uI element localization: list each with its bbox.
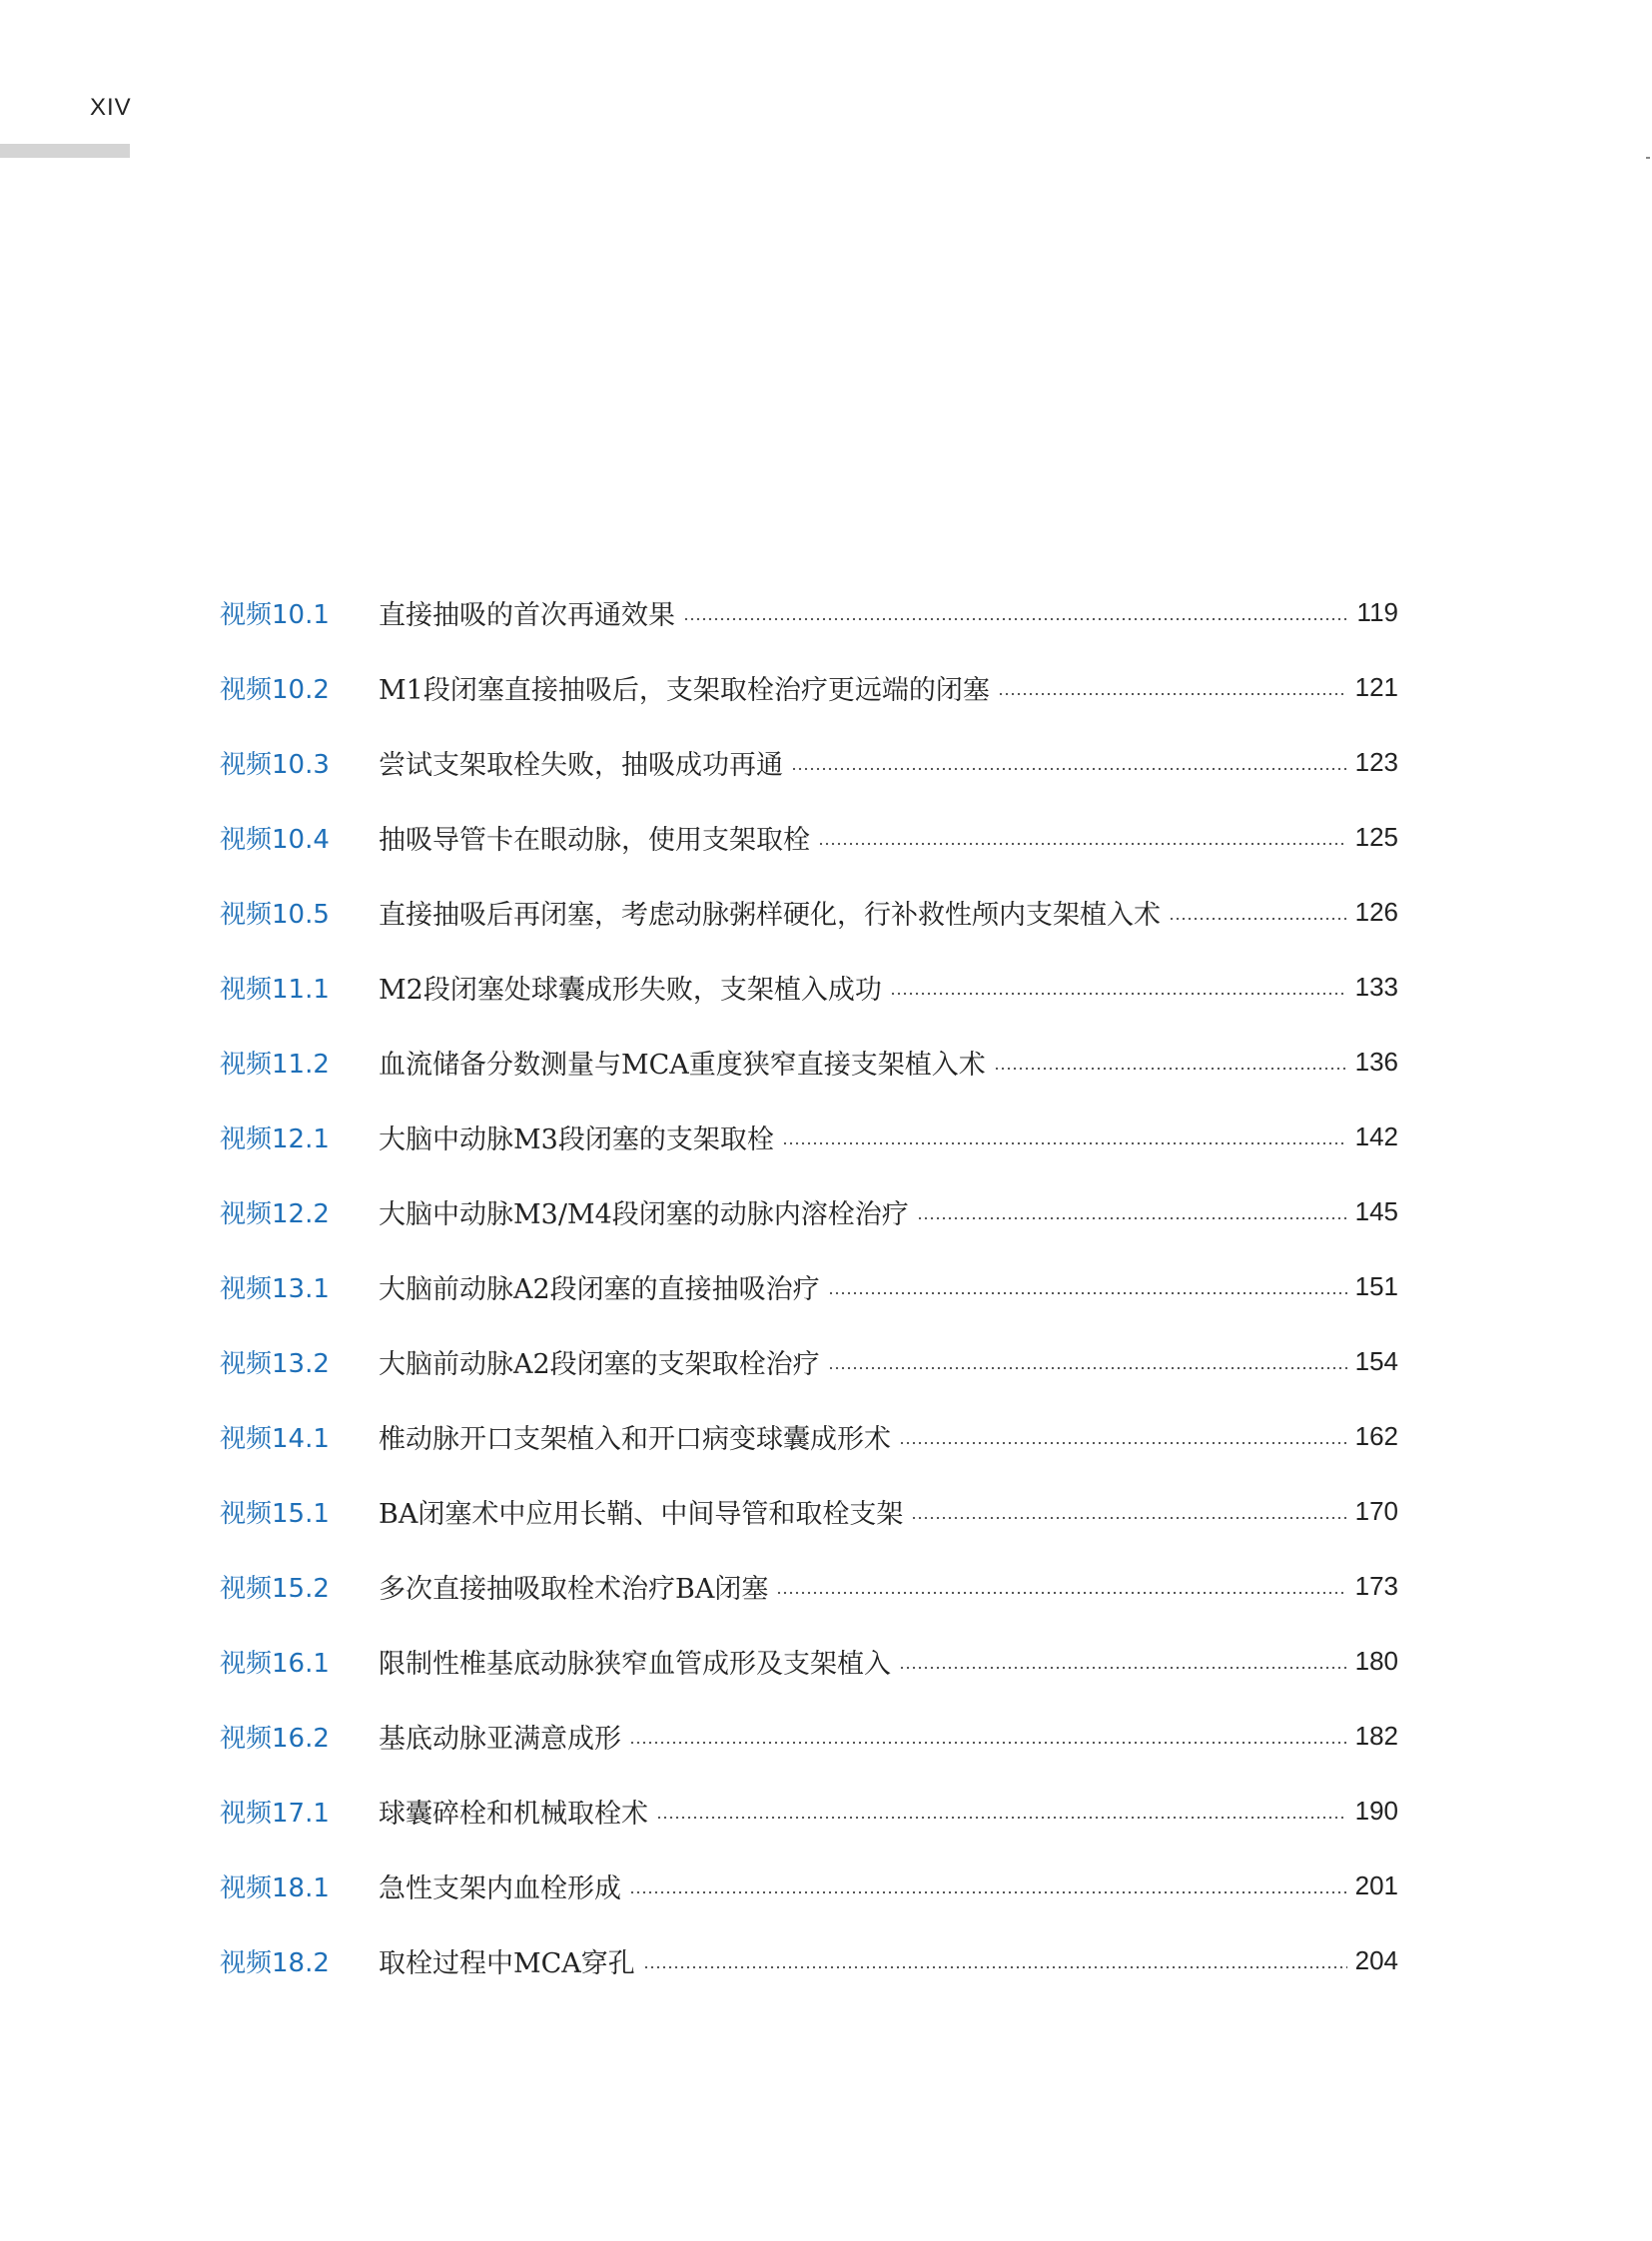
leader-dots [629, 1887, 1347, 1897]
page-number: XIV [90, 94, 132, 121]
toc-entry-page: 125 [1354, 822, 1398, 852]
leader-dots [828, 1288, 1347, 1298]
toc-entry-page: 173 [1354, 1571, 1398, 1601]
toc-entry-video-18-2[interactable] [220, 1923, 1398, 1998]
toc-entry-title: BA闭塞术中应用长鞘、中间导管和取栓支架 [379, 1499, 904, 1530]
toc-entry-page: 180 [1354, 1646, 1398, 1676]
toc-entry-page: 182 [1354, 1721, 1398, 1751]
leader-dots [776, 1588, 1346, 1598]
toc-entry-video-13-1[interactable] [220, 1249, 1398, 1324]
leader-dots [656, 1813, 1347, 1823]
toc-entry-label: 视频10.3 [220, 750, 330, 780]
header-bar [0, 144, 130, 158]
toc-entry-page: 145 [1354, 1196, 1398, 1226]
toc-entry-video-10-1[interactable] [220, 575, 1398, 650]
toc-entry-video-10-5[interactable] [220, 875, 1398, 950]
toc-entry-page: 133 [1354, 972, 1398, 1002]
toc-entry-title: 球囊碎栓和机械取栓术 [379, 1799, 648, 1830]
toc-entry-label: 视频11.2 [220, 1050, 330, 1080]
leader-dots [791, 764, 1347, 774]
toc-entry-page: 123 [1354, 747, 1398, 777]
corner-mark [1646, 157, 1650, 159]
toc-entry-label: 视频14.1 [220, 1424, 330, 1454]
toc-entry-video-18-1[interactable] [220, 1849, 1398, 1923]
toc-entry-video-14-1[interactable] [220, 1399, 1398, 1474]
toc-entry-video-17-1[interactable] [220, 1774, 1398, 1849]
toc-entry-label: 视频16.1 [220, 1649, 330, 1679]
toc-entry-label: 视频13.2 [220, 1349, 330, 1379]
toc-entry-title: 椎动脉开口支架植入和开口病变球囊成形术 [379, 1424, 891, 1455]
toc-entry-label: 视频15.2 [220, 1574, 330, 1604]
toc-entry-label: 视频10.4 [220, 825, 330, 855]
toc-entry-title: M2段闭塞处球囊成形失败，支架植入成功 [379, 975, 882, 1006]
toc-entry-video-13-2[interactable] [220, 1324, 1398, 1399]
toc-entry-label: 视频10.5 [220, 900, 330, 930]
leader-dots [828, 1363, 1347, 1373]
leader-dots [683, 614, 1349, 624]
toc-entry-label: 视频15.1 [220, 1499, 330, 1529]
toc-entry-page: 142 [1354, 1121, 1398, 1151]
toc-entry-title: M1段闭塞直接抽吸后，支架取栓治疗更远端的闭塞 [379, 675, 990, 706]
toc-entry-video-16-1[interactable] [220, 1624, 1398, 1699]
toc-entry-video-16-2[interactable] [220, 1699, 1398, 1774]
toc-entry-label: 视频11.1 [220, 975, 330, 1005]
toc-entry-video-10-4[interactable] [220, 800, 1398, 875]
leader-dots [899, 1663, 1347, 1673]
toc-entry-title: 抽吸导管卡在眼动脉，使用支架取栓 [379, 825, 810, 856]
toc-entry-page: 154 [1354, 1346, 1398, 1376]
toc-entry-page: 201 [1354, 1870, 1398, 1900]
toc-entry-label: 视频17.1 [220, 1799, 330, 1829]
toc-entry-title: 直接抽吸后再闭塞，考虑动脉粥样硬化，行补救性颅内支架植入术 [379, 900, 1161, 931]
toc-entry-title: 急性支架内血栓形成 [379, 1873, 621, 1904]
toc-entry-label: 视频18.1 [220, 1873, 330, 1903]
toc-entry-title: 多次直接抽吸取栓术治疗BA闭塞 [379, 1574, 769, 1605]
toc-entry-page: 162 [1354, 1421, 1398, 1451]
toc-entry-title: 大脑前动脉A2段闭塞的支架取栓治疗 [379, 1349, 820, 1380]
toc-entry-label: 视频16.2 [220, 1724, 330, 1754]
toc-entry-page: 119 [1356, 597, 1398, 627]
leader-dots [994, 1064, 1347, 1074]
toc-entry-title: 限制性椎基底动脉狭窄血管成形及支架植入 [379, 1649, 891, 1680]
toc-entry-label: 视频18.2 [220, 1948, 330, 1978]
toc-entry-video-10-2[interactable] [220, 650, 1398, 725]
leader-dots [629, 1738, 1347, 1748]
video-index-list [220, 575, 1398, 1998]
toc-entry-page: 126 [1354, 897, 1398, 927]
toc-entry-video-15-2[interactable] [220, 1549, 1398, 1624]
toc-entry-page: 170 [1354, 1496, 1398, 1526]
toc-entry-title: 血流储备分数测量与MCA重度狭窄直接支架植入术 [379, 1050, 986, 1081]
leader-dots [890, 989, 1347, 999]
leader-dots [782, 1138, 1347, 1148]
toc-entry-page: 151 [1354, 1271, 1398, 1301]
toc-entry-page: 190 [1354, 1796, 1398, 1826]
leader-dots [1169, 914, 1347, 924]
leader-dots [899, 1438, 1347, 1448]
leader-dots [911, 1513, 1346, 1523]
leader-dots [643, 1962, 1347, 1972]
toc-entry-title: 基底动脉亚满意成形 [379, 1724, 621, 1755]
leader-dots [998, 689, 1347, 699]
toc-entry-label: 视频13.1 [220, 1274, 330, 1304]
toc-entry-video-10-3[interactable] [220, 725, 1398, 800]
leader-dots [917, 1213, 1347, 1223]
toc-entry-page: 136 [1354, 1047, 1398, 1077]
toc-entry-video-12-1[interactable] [220, 1100, 1398, 1174]
leader-dots [818, 839, 1347, 849]
toc-entry-label: 视频12.2 [220, 1199, 330, 1229]
toc-entry-label: 视频10.1 [220, 600, 330, 630]
toc-entry-title: 大脑前动脉A2段闭塞的直接抽吸治疗 [379, 1274, 820, 1305]
toc-entry-label: 视频12.1 [220, 1124, 330, 1154]
toc-entry-video-11-2[interactable] [220, 1025, 1398, 1100]
toc-entry-title: 取栓过程中MCA穿孔 [379, 1948, 635, 1979]
toc-entry-video-11-1[interactable] [220, 950, 1398, 1025]
toc-entry-title: 尝试支架取栓失败，抽吸成功再通 [379, 750, 783, 781]
toc-entry-title: 直接抽吸的首次再通效果 [379, 600, 675, 631]
toc-entry-video-15-1[interactable] [220, 1474, 1398, 1549]
toc-entry-label: 视频10.2 [220, 675, 330, 705]
toc-entry-page: 204 [1354, 1945, 1398, 1975]
toc-entry-title: 大脑中动脉M3/M4段闭塞的动脉内溶栓治疗 [379, 1199, 909, 1230]
toc-entry-title: 大脑中动脉M3段闭塞的支架取栓 [379, 1124, 774, 1155]
toc-entry-page: 121 [1354, 672, 1398, 702]
toc-entry-video-12-2[interactable] [220, 1174, 1398, 1249]
